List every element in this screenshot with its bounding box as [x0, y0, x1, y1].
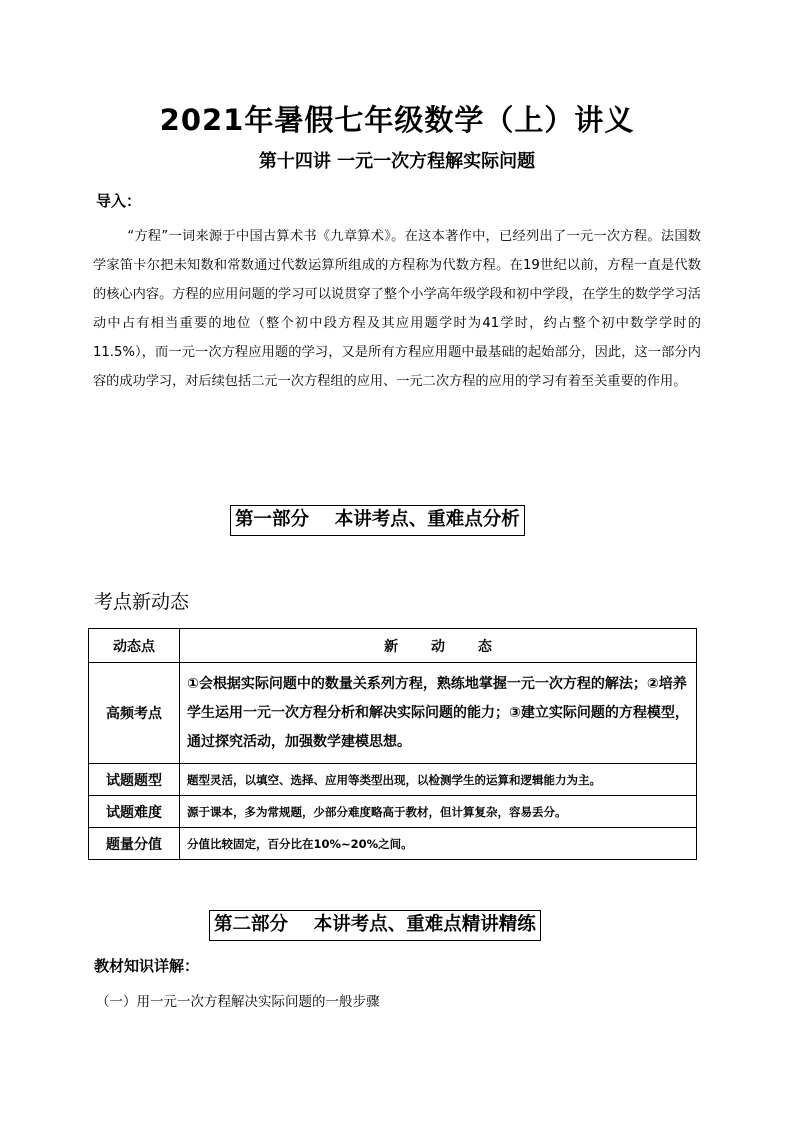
intro-label: 导入： — [96, 192, 142, 210]
table-header-text: 新 动 态 — [384, 638, 506, 655]
table-header-cell: 动态点 — [89, 629, 180, 663]
row-content: ①会根据实际问题中的数量关系列方程，熟练地掌握一元一次方程的解法；②培养学生运用一元一次方程分析和解决实际问题的能力；③建立实际问题的方程模型，通过探究活动，加强数学建模思想。 — [180, 663, 697, 764]
row-label: 题量分值 — [89, 828, 180, 860]
section-heading-new-trends: 考点新动态 — [94, 591, 190, 613]
row-label: 高频考点 — [89, 663, 180, 764]
table-row — [89, 796, 697, 828]
row-label: 试题难度 — [89, 796, 180, 828]
section-2-title: 第二部分 本讲考点、重难点精讲精练 — [209, 910, 541, 941]
document-title: 2021年暑假七年级数学（上）讲义 — [159, 103, 635, 137]
row-content: 分值比较固定，百分比在10%~20%之间。 — [180, 828, 697, 860]
step-heading: （一）用一元一次方程解决实际问题的一般步骤 — [96, 994, 380, 1010]
lecture-title: 第十四讲 一元一次方程解实际问题 — [258, 151, 536, 172]
row-content: 源于课本，多为常规题，少部分难度略高于教材，但计算复杂，容易丢分。 — [180, 796, 697, 828]
row-content: 题型灵活，以填空、选择、应用等类型出现，以检测学生的运算和逻辑能力为主。 — [180, 764, 697, 796]
row-label: 试题题型 — [89, 764, 180, 796]
table-row — [89, 828, 697, 860]
table-header-row — [89, 629, 697, 663]
exam-trends-table — [88, 628, 697, 860]
table-row — [89, 663, 697, 764]
section-1-title: 第一部分 本讲考点、重难点分析 — [230, 505, 525, 536]
intro-paragraph: “方程”一词来源于中国古算术书《九章算术》。在这本著作中，已经列出了一元一次方程。法国数学家笛卡尔把未知数和常数通过代数运算所组成的方程称为代数方程。在19世纪以前，方程一直是代数的核心内容。方程的应用问题的学习可以说贯穿了整个小学高年级学段和初中学段，在学生的数学学习活动中占有相当重要的地位（整个初中段方程及其应用题学时为41学时，约占整个初中数学学时的11.5%），而一元一次方程应用题的学习，又是所有方程应用题中最基础的起始部分，因此，这一部分内容的成功学习，对后续包括二元一次方程组的应用、一元二次方程的应用的学习有着至关重要的作用。 — [93, 229, 701, 389]
table-header-cell — [180, 629, 697, 663]
table-row — [89, 764, 697, 796]
knowledge-label: 教材知识详解： — [94, 957, 200, 975]
